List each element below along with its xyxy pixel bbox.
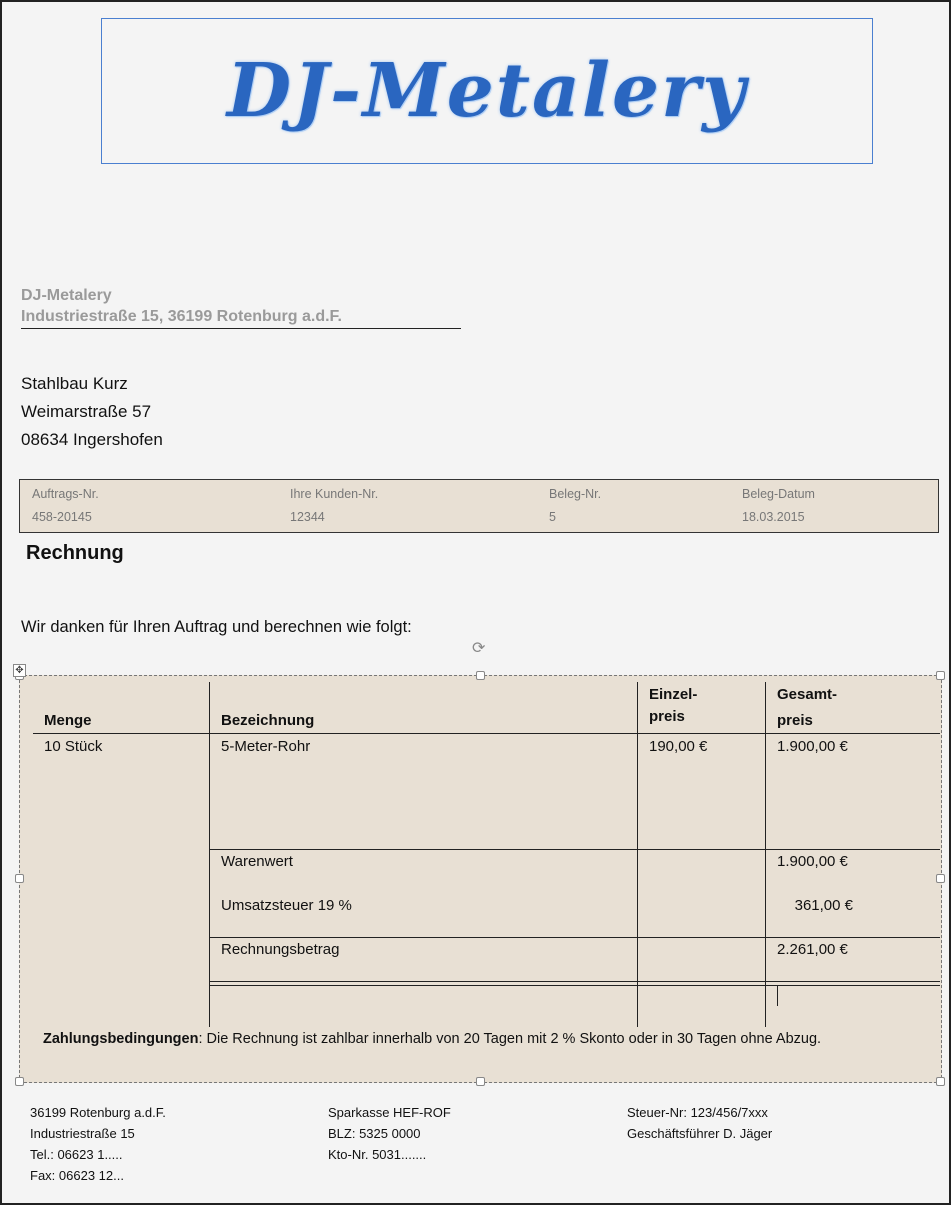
resize-handle[interactable] (15, 1077, 24, 1086)
document-title: Rechnung (26, 542, 124, 564)
sender-underline (21, 328, 461, 329)
cell-bezeichnung: 5-Meter-Rohr (221, 738, 311, 755)
footer-line: 36199 Rotenburg a.d.F. (30, 1105, 166, 1120)
footer-bank (328, 1102, 451, 1165)
header-bezeichnung: Bezeichnung (221, 712, 315, 729)
info-label: Beleg-Datum (742, 487, 815, 501)
resize-handle[interactable] (476, 1077, 485, 1086)
footer-line: Kto-Nr. 5031....... (328, 1147, 427, 1162)
table-move-handle-icon[interactable]: ✥ (13, 664, 26, 677)
info-box (19, 479, 939, 533)
cell-einzelpreis: 190,00 € (649, 738, 708, 755)
info-label: Ihre Kunden-Nr. (290, 487, 379, 501)
logo-frame[interactable] (101, 18, 873, 164)
resize-handle[interactable] (15, 874, 24, 883)
resize-handle[interactable] (476, 671, 485, 680)
header-menge: Menge (44, 712, 92, 729)
info-value: 18.03.2015 (742, 510, 805, 524)
resize-handle[interactable] (936, 1077, 945, 1086)
warenwert-value: 1.900,00 € (777, 853, 848, 870)
header-einzelpreis-2: preis (649, 708, 685, 725)
footer-line: Tel.: 06623 1..... (30, 1147, 123, 1162)
header-gesamtpreis: Gesamt- (777, 686, 838, 703)
terms-label: Zahlungsbedingungen (43, 1031, 199, 1047)
footer-line: Fax: 06623 12... (30, 1168, 124, 1183)
company-logo: DJ-Metalery (226, 48, 748, 134)
info-value: 458-20145 (32, 510, 92, 524)
resize-handle[interactable] (936, 671, 945, 680)
footer-line: Geschäftsführer D. Jäger (627, 1126, 773, 1141)
sender-address: Industriestraße 15, 36199 Rotenburg a.d.F. (21, 308, 342, 325)
footer-tax (627, 1102, 772, 1144)
header-gesamtpreis-2: preis (777, 712, 813, 729)
terms-text: : Die Rechnung ist zahlbar innerhalb von 20 Tagen mit 2 % Skonto oder in 30 Tagen ohne Abzug. (198, 1031, 822, 1047)
footer-line: BLZ: 5325 0000 (328, 1126, 421, 1141)
warenwert-label: Warenwert (221, 853, 293, 870)
info-value: 5 (549, 510, 556, 524)
footer-line: Steuer-Nr: 123/456/7xxx (627, 1105, 768, 1120)
footer-line: Sparkasse HEF-ROF (328, 1105, 451, 1120)
header-einzelpreis: Einzel- (649, 686, 698, 703)
resize-handle[interactable] (936, 874, 945, 883)
ust-value: 361,00 € (794, 897, 853, 914)
recipient-line: 08634 Ingershofen (21, 430, 163, 449)
rotate-handle-icon[interactable]: ⟳ (472, 640, 486, 657)
footer-line: Industriestraße 15 (30, 1126, 135, 1141)
recipient-line: Weimarstraße 57 (21, 402, 152, 421)
footer-address (30, 1102, 166, 1186)
cell-gesamtpreis: 1.900,00 € (777, 738, 848, 755)
betrag-value: 2.261,00 € (777, 941, 848, 958)
invoice-table[interactable] (19, 675, 942, 1083)
betrag-label: Rechnungsbetrag (221, 941, 340, 958)
sender-name: DJ-Metalery (21, 287, 112, 304)
payment-terms (43, 1031, 821, 1047)
ust-label: Umsatzsteuer 19 % (221, 897, 352, 914)
info-label: Beleg-Nr. (549, 487, 602, 501)
info-label: Auftrags-Nr. (32, 487, 99, 501)
cell-menge: 10 Stück (44, 738, 103, 755)
recipient-line: Stahlbau Kurz (21, 374, 128, 393)
intro-text: Wir danken für Ihren Auftrag und berechnen wie folgt: (21, 618, 412, 636)
info-value: 12344 (290, 510, 325, 524)
